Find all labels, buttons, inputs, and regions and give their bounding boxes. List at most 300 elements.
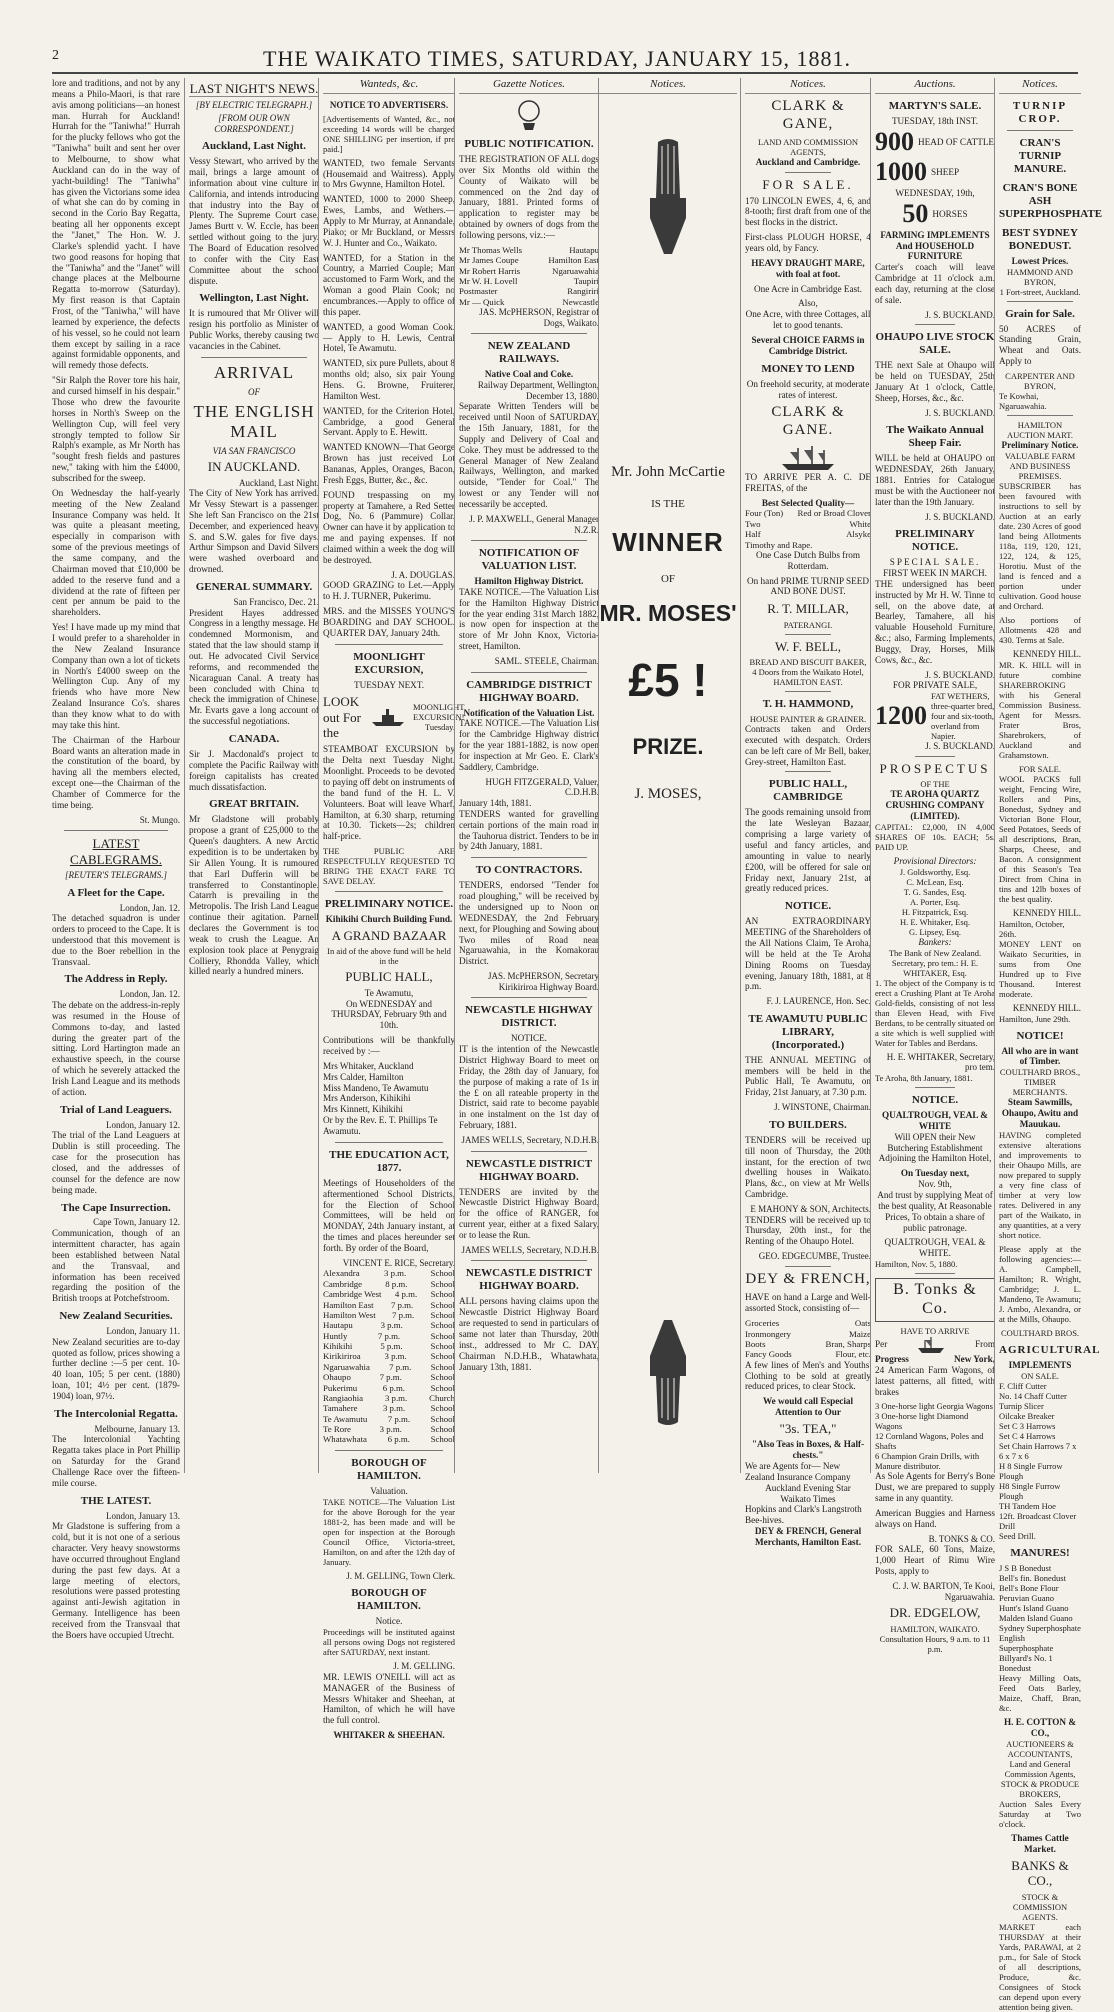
school-row-cell: School xyxy=(430,1351,455,1362)
mail-of: OF xyxy=(248,386,260,397)
school-row-cell: School xyxy=(430,1382,455,1393)
tea-text-2: "Also Teas in Boxes, & Half-chests." xyxy=(751,1439,865,1461)
buckland-signature: J. S. BUCKLAND. xyxy=(925,669,995,680)
turnip-title: TURNIP CROP. xyxy=(1012,99,1068,125)
school-row-cell: School xyxy=(430,1403,455,1414)
wagon-item: 12 Cornland Wagons, Poles and Shafts xyxy=(875,1431,984,1452)
manure-item: Malden Island Guano xyxy=(999,1613,1073,1624)
annual-title: The Waikato Annual Sheep Fair. xyxy=(886,424,984,450)
cable-dateline: London, Jan. 12. xyxy=(119,989,180,1000)
cambridge-title: CAMBRIDGE DISTRICT HIGHWAY BOARD. xyxy=(466,678,592,704)
coulthard-name: COULTHARD BROS., xyxy=(999,1067,1081,1078)
seed-row xyxy=(745,529,871,539)
manure-item: Billyard's No. 1 Bonedust xyxy=(999,1653,1053,1674)
director: H. E. Whitaker, Esq. xyxy=(899,916,971,927)
coulthard-signature: COULTHARD BROS. xyxy=(1000,1328,1080,1339)
dey-row xyxy=(745,1349,871,1359)
banks-subtitle: STOCK & COMMISSION AGENTS. xyxy=(1012,1891,1068,1922)
registrar-row-cell: Mr James Coupe xyxy=(459,255,519,266)
school-row-cell: School xyxy=(430,1424,455,1435)
nzr-dateline: Railway Department, Wellington, December 13, 1880. xyxy=(477,380,599,401)
newcastle-text: IT is the intention of the Newcastle District Highway Board to meet on Friday, the 28th day of January, for the purpose of making a rate of 1s in the £ on all rateable property in the District, said rate to become payable in one instalment on the 1st day of February, 1881. xyxy=(459,1044,599,1131)
school-row-cell: 7 p.m. xyxy=(377,1330,401,1341)
cable-dateline: Cape Town, January 12. xyxy=(93,1217,180,1228)
canada-head: CANADA. xyxy=(228,733,280,746)
money-title: MONEY TO LEND xyxy=(761,362,855,375)
builders-text: TENDERS will be received up till noon of Thursday, the 20th instant, for the erection of two dwelling houses in Waikato. Plans, &c., on view at Mr Wells' Cambridge. xyxy=(745,1134,871,1200)
seed-row xyxy=(745,519,871,529)
school-row xyxy=(323,1289,455,1299)
seed-row-cell: Two xyxy=(745,518,761,529)
bazaar-name: Mrs Whitaker, Auckland xyxy=(323,1060,414,1071)
found-ad: FOUND trespassing on my property at Tamahere, a Red Setter Dog, No. 6 (Pammure) Collar. Owner can have it by application to me and paying expenses. If not claimed within a week the dog will be destroyed. xyxy=(323,489,455,565)
agents-text-3: Waikato Times xyxy=(780,1493,836,1504)
cambridge-date: January 14th, 1881. xyxy=(459,797,532,808)
school-row-cell: 4 p.m. xyxy=(394,1289,418,1300)
newcastle-signature: JAMES WELLS, Secretary, N.D.H.B. xyxy=(461,1135,599,1146)
divider xyxy=(1007,301,1073,302)
implements-title: IMPLEMENTS xyxy=(1008,1360,1072,1371)
divider xyxy=(915,756,955,757)
timber-line: All who are in want of Timber. xyxy=(1001,1045,1079,1067)
directors-heading: Provisional Directors: xyxy=(893,855,977,866)
bell-location: HAMILTON EAST. xyxy=(773,677,843,688)
divider xyxy=(471,333,587,334)
implements-list xyxy=(999,1381,1081,1541)
borough2-text: Proceedings will be instituted against all persons owing Dogs not registered after SATURDAY, next instant. xyxy=(323,1627,455,1658)
school-table xyxy=(323,1268,455,1444)
divider xyxy=(471,540,587,541)
firm-subtitle: LAND AND COMMISSION AGENTS, xyxy=(757,137,859,158)
implement-item: Oilcake Breaker xyxy=(999,1411,1055,1422)
acres-text: 50 ACRES of Standing Grain, Wheat and Oats. Apply to xyxy=(999,323,1081,367)
dey-row xyxy=(745,1329,871,1339)
school-row-cell: 6 p.m. xyxy=(387,1434,410,1445)
borough-signature: J. M. GELLING, Town Clerk. xyxy=(346,1570,455,1581)
hammond-text: Contracts taken and Orders executed with despatch. Orders can be left care of Mr Bell, baker, Grey-street, Hamilton East. xyxy=(745,724,871,767)
cable-headline: Trial of Land Leaguers. xyxy=(60,1103,172,1116)
dey-row-cell: Fancy Goods xyxy=(745,1349,792,1360)
cambridge-subtitle: Notification of the Valuation List. xyxy=(463,707,595,718)
registrar-row-cell: Taupiri xyxy=(573,275,599,286)
school-row-cell: School xyxy=(430,1278,455,1289)
lewis-notice: MR. LEWIS O'NEILL will act as MANAGER of the Business of Messrs Whitaker and Sheehan, at Hamilton, of which he will have the full control. xyxy=(323,1671,455,1726)
director: G. Lipsey, Esq. xyxy=(908,926,962,937)
sale-text: FOR SALE, 60 Tons, Maize, 1,000 Heart of Rimu Wire Posts, apply to xyxy=(875,1544,995,1577)
news-title: LAST NIGHT'S NEWS. xyxy=(189,81,319,96)
nzr-text: Separate Written Tenders will be received until Noon of SATURDAY, the 15th January, 1881, for the Supply and Delivery of Coal and Coke. They must be addressed to the General Manager of New Zealand Railways, Wellington, and marked outside, "Tender for Coal." The lowest or any Tender will not necessarily be accepted. xyxy=(459,401,599,510)
money-text: MONEY LENT on Waikato Securities, in sums from One Hundred up to Five Thousand. Interest moderate. xyxy=(999,938,1081,999)
auction-text: Auction Sales Every Saturday at Two o'clock. xyxy=(999,1799,1081,1830)
also-text: Also, xyxy=(798,298,818,309)
school-row xyxy=(323,1403,455,1413)
divider xyxy=(64,830,168,831)
plough-text: First-class PLOUGH HORSE, 4 years old, by Fancy. xyxy=(745,232,871,253)
cable-dateline: Melbourne, January 13. xyxy=(94,1423,180,1434)
school-row-cell: School xyxy=(430,1372,455,1383)
dey-row-cell: Groceries xyxy=(745,1318,780,1329)
wool-location: Hamilton, October, 26th. xyxy=(999,918,1065,939)
mart-text: SUBSCRIBER has been favoured with instructions to sell by Auction at an early date. 230 Acres of good land being Allotments 118a, 119, 120, 121, 122, 124, & 125, Horotiu. Must of the land is fenced and a portion under cultivation. Good house and Orchard. xyxy=(999,480,1081,612)
school-row-cell: Church xyxy=(429,1392,455,1403)
school-row-cell: 6 p.m. xyxy=(382,1382,406,1393)
bazaar-name: Mrs Kinnett, Kihikihi xyxy=(323,1104,403,1115)
mail-dateline: Auckland, Last Night. xyxy=(239,477,319,488)
column-wanteds xyxy=(318,78,465,1741)
implement-item: No. 14 Chaff Cutter xyxy=(999,1391,1067,1402)
coach-text: Carter's coach will leave Cambridge at 11 o'clock a.m. each day, returning at the close of sale. xyxy=(875,262,995,305)
builders-title: TO BUILDERS. xyxy=(769,1118,847,1131)
news-text: Vessy Stewart, who arrived by the mail, brings a large amount of information about vine culture in California, and intends introducing that industry into the Bay of Plenty. The Supreme Court case, James Burtt v. W. Eccle, has been settled without going to the jury. The Board of Education resolved to confer with the City East Committee about the school dispute. xyxy=(189,156,319,286)
column-heading: Gazette Notices. xyxy=(459,78,599,94)
school-row-cell: Cambridge xyxy=(323,1278,363,1289)
winner-word: WINNER xyxy=(612,526,724,557)
director: J. Goldsworthy, Esq. xyxy=(899,866,971,877)
bankers-heading: Bankers: xyxy=(918,936,952,947)
school-row xyxy=(323,1372,455,1382)
wanted-ad: WANTED, for a Station in the Country, a Married Couple; Man accustomed to Farm Work, and the Woman a good Plain Cook; no encumbrances.—Apply to office of this paper. xyxy=(323,252,455,317)
cables-title: LATEST CABLEGRAMS. xyxy=(69,836,163,867)
cotton-subtitle-3: STOCK & PRODUCE BROKERS, xyxy=(1000,1779,1080,1800)
school-row-cell: School xyxy=(430,1330,455,1341)
mail-text: The City of New York has arrived. Mr Vessy Stewart is a passenger. She left San Francisco on the 21st December, and experienced heavy S. and S.W. gales for five days. Arthur Simpson and David Silvers were washed overboard and drowned. xyxy=(189,488,319,575)
bazaar-name: Miss Mandeno, Te Awamutu xyxy=(323,1082,429,1093)
editorial-lead: lore and traditions, and not by any means a Philo-Maori, is that rare avis among politicians—an honest man. Hurrah for Auckland! Hurrah for the "Taniwha!" Hurrah for the plucky fellows who got the "Taniwha" built and sent her over to Melbourne, to show what Auckland can do in the way of yacht-building! The "Taniwha" has given the Victorians some idea of what she can do by coming in second in the Corio Bay Regatta, beating all her opponents except the "Janet," The Hon. W. J. Clarke's splendid yacht. I have two good reasons for hoping that the "Taniwha" and the "Janet" will change places at the Melbourne Regatta to-morrow (Saturday). My first reason is that Captain Frost, of the "Taniwha," will have learned by experience, the defects of his vessel, so he could not learn them except by sailing in a race against formidable opponents, and will remedy those defects. xyxy=(52,78,180,371)
cable-text: Mr Gladstone is suffering from a cold, but it is not one of a serious character. Very heavy snowstorms have occurred throughout England during the past few days. At a large meeting of electors, resolutions were passed protesting against anti-Jewish agitation in Germany. Intelligence has been received from the Transvaal that the Boers have occupied Utrecht. xyxy=(52,1521,180,1640)
school-row-cell: Pukerimu xyxy=(323,1382,358,1393)
public-hall-text: The goods remaining unsold from the late Wesleyan Bazaar, comprising a large variety of useful and fancy articles, and amounting in value to nearly £200, will be offered for sale on Friday next, January 21st, at greatly reduced prices. xyxy=(745,807,871,894)
public-notification-title: PUBLIC NOTIFICATION. xyxy=(464,137,594,150)
implements-line: FARMING IMPLEMENTS And HOUSEHOLD FURNITURE xyxy=(880,229,990,262)
ohaupo-text: THE next Sale at Ohaupo will be held on TUESDAY, 25th January At 1 o'clock, Cattle, Sheep, Horses, &c., &c. xyxy=(875,360,995,403)
school-row-cell: School xyxy=(430,1361,455,1372)
ohaupo-title: OHAUPO LIVE STOCK SALE. xyxy=(875,331,995,357)
public-hall: PUBLIC HALL, xyxy=(345,969,433,985)
hill-text: MR. K. HILL will in future combine SHAREBROKING with his General Commission Business. Agent for Messrs. Frater Bros, Sharebrokers, of Auckland and Grahamstown. xyxy=(999,659,1081,760)
newcastle3-title: NEWCASTLE DISTRICT HIGHWAY BOARD. xyxy=(465,1267,593,1293)
seed-row-cell: White xyxy=(849,518,871,529)
seeds-list xyxy=(745,508,871,550)
editorial-paragraph: The Chairman of the Harbour Board wants an alteration made in the constitution of the board, by having all the members elected, except one—the Chairman of the Chamber of Commerce for the time being. xyxy=(52,734,180,810)
divider xyxy=(471,1260,587,1261)
winner-moses: MR. MOSES' xyxy=(599,600,737,627)
school-row-cell: Rangiaohia xyxy=(323,1392,364,1403)
banks-text: MARKET each THURSDAY at their Yards, PARAWAI, at 2 p.m., for Sale of Stock of all descriptions, Produce, &c. Consignees of Stock can depend upon every attention being given. xyxy=(999,1921,1081,2012)
school-row-cell: Alexandra xyxy=(323,1268,360,1279)
school-row-cell: School xyxy=(430,1341,455,1352)
tonks-per: Per xyxy=(875,1339,888,1350)
masthead xyxy=(0,0,1114,74)
registrar-row-cell: Newcastle xyxy=(562,296,599,307)
agricultural-title: AGRICULTURAL xyxy=(999,1344,1101,1357)
cable-headline: New Zealand Securities. xyxy=(59,1310,173,1323)
school-row xyxy=(323,1268,455,1278)
school-row xyxy=(323,1383,455,1393)
director: H. Fitzpatrick, Esq. xyxy=(901,906,969,917)
tonks-route-line xyxy=(875,1354,995,1365)
prospectus-title: PROSPECTUS xyxy=(879,760,991,776)
canada-text: Sir J. Macdonald's project to complete the Pacific Railway with foreign capitalists has created much dissatisfaction. xyxy=(189,749,319,792)
sheep-line xyxy=(875,157,995,188)
buckland-signature: J. S. BUCKLAND. xyxy=(925,511,995,522)
registrar-row-cell: Rangiriri xyxy=(567,286,599,297)
registrar-row-cell: Mr Thomas Wells xyxy=(459,244,522,255)
wanted-ad: WANTED, two female Servants (Housemaid and Waitress). Apply to Mrs Gwynne, Hamilton Hotel. xyxy=(323,157,455,190)
wanted-ad: WANTED, 1000 to 2000 Sheep, Ewes, Lambs, and Wethers.— Apply to Mr Murray, at Annandale, Piako; or Mr Buckland, or Messrs W. J. Hunter and Co., Waikato. xyxy=(323,194,455,248)
divider xyxy=(785,771,831,772)
acre-text: One Acre in Cambridge East. xyxy=(754,283,862,294)
pointing-hand-up-icon xyxy=(638,1318,698,1428)
school-row xyxy=(323,1393,455,1403)
column-winner-ad xyxy=(598,78,737,1473)
school-row-cell: 7 p.m. xyxy=(379,1372,402,1383)
school-row-cell: 3 p.m. xyxy=(384,1351,407,1362)
kihikihi-fund: Kihikihi Church Building Fund. xyxy=(325,914,453,925)
wethers-line xyxy=(875,691,995,741)
school-row-cell: Hamilton East xyxy=(323,1299,374,1310)
grazing-ad: GOOD GRAZING to Let.—Apply to H. J. TURNER, Pukerimu. xyxy=(323,580,455,602)
implement-item: Seed Drill. xyxy=(999,1531,1036,1542)
excursion-text: STEAMBOAT EXCURSION by the Delta next Tuesday Night. Moonlight. Proceeds to be devoted to paying off debt on instruments of the band fund of the H. L. V. Volunteers. Boat will leave Wharf, Hamilton, at 6.30 sharp, returning at 10.30. Tickets—2s; children half-price. xyxy=(323,744,456,842)
registrar-row-cell: Postmaster xyxy=(459,286,498,297)
excursion-caps: THE PUBLIC ARE RESPECTFULLY REQUESTED TO BRING THE EXACT FARE TO SAVE DELAY. xyxy=(323,846,455,887)
wagon-item: 3 One-horse light Georgia Wagons xyxy=(875,1401,993,1412)
bazaar-date: On WEDNESDAY and THURSDAY, February 9th and 10th. xyxy=(331,998,447,1031)
divider xyxy=(471,997,587,998)
sheep-label: SHEEP xyxy=(931,167,960,178)
registrar-row xyxy=(459,245,599,255)
cable-headline: A Fleet for the Cape. xyxy=(67,886,165,899)
school-row xyxy=(323,1351,455,1361)
school-row-cell: 3 p.m. xyxy=(382,1403,406,1414)
editorial-signature: St. Mungo. xyxy=(139,814,180,825)
having-text: HAVING completed extensive alterations and improvements to their Ohaupo Mills, are now prepared to supply a very fine class of timber at very low rates. Delivered in any part of the Waikato, in any quantities, at a very short notice. xyxy=(999,1129,1081,1241)
school-row-cell: Cambridge West xyxy=(323,1289,382,1300)
for-sale: FOR SALE. xyxy=(1018,763,1062,774)
ship-icon xyxy=(916,1336,946,1354)
cable-headline: THE LATEST. xyxy=(80,1494,152,1507)
school-row-cell: 3 p.m. xyxy=(384,1392,408,1403)
ad-signature: J. A. DOUGLAS. xyxy=(391,569,455,580)
advertisers-notice-title: NOTICE TO ADVERTISERS. xyxy=(329,99,449,110)
school-row xyxy=(323,1341,455,1351)
excursion-look: LOOK out For the xyxy=(323,694,361,741)
mart-prelim: Preliminary Notice. xyxy=(1001,440,1079,451)
column-editorial xyxy=(52,78,180,1640)
hammond-byron-address: 1 Fort-street, Auckland. xyxy=(999,286,1081,297)
registrar-row xyxy=(459,255,599,265)
nzr-subtitle: Native Coal and Coke. xyxy=(484,369,574,380)
news-subtitle: [FROM OUR OWN CORRESPONDENT.] xyxy=(214,112,294,134)
column-heading: Auctions. xyxy=(875,78,995,94)
divider xyxy=(201,357,307,358)
valuation-title: NOTIFICATION OF VALUATION LIST. xyxy=(478,547,580,573)
cambridge-signature: HUGH FITZGERALD, Valuer, C.D.H.B. xyxy=(485,776,599,798)
seed-row-cell: Timothy and Rape. xyxy=(745,539,813,550)
private-sale: FOR PRIVATE SALE, xyxy=(892,680,978,691)
registrar-row xyxy=(459,286,599,296)
money-text: On freehold security, at moderate rates of interest. xyxy=(746,378,870,400)
school-row-cell: Te Awamutu xyxy=(323,1413,368,1424)
hammond-subtitle: HOUSE PAINTER & GRAINER. xyxy=(749,714,867,724)
school-row-cell: 7 p.m. xyxy=(387,1413,411,1424)
prize-word: PRIZE. xyxy=(632,733,704,759)
implement-item: Set C 4 Harrows xyxy=(999,1431,1056,1442)
qvw-text: Will OPEN their New Butchering Establishment Adjoining the Hamilton Hotel, xyxy=(878,1131,992,1164)
public-notification-text: THE REGISTRATION OF ALL dogs over Six Months old within the County of Waikato will be commenced on the 2nd day of January, 1881. Printed forms of application to register may be obtained by owners of dogs from the following persons, viz.:— xyxy=(459,153,599,240)
mail-title: ARRIVAL xyxy=(213,362,295,382)
column-heading: Notices. xyxy=(599,78,737,94)
summary-text: President Hayes addressed Congress in a lengthy message. He condemned Mormonism, and stated that the law should stamp it out. He advocated Civil Service reforms, and recommended the Nicaraguan Canal. A treaty has been concluded with China to check the immigration of Chinese. Mr. Evarts gave a long account of the successful negotiations. xyxy=(189,607,319,727)
column-news xyxy=(184,78,319,1473)
seed-row-cell: Half xyxy=(745,529,761,540)
manure-item: Hunt's Island Guano xyxy=(999,1603,1069,1614)
millar-name: R. T. MILLAR, xyxy=(767,601,849,617)
lewis-signature: WHITAKER & SHEEHAN. xyxy=(333,1730,445,1741)
registrar-row-cell: Hamilton East xyxy=(548,255,599,266)
newcastle2-signature: JAMES WELLS, Secretary, N.D.H.B. xyxy=(461,1244,599,1255)
school-row-cell: Huntly xyxy=(323,1330,348,1341)
special-text: THE undersigned has been instructed by Mr H. W. Tinne to sell, on the above date, at Bearley, Tamahere, all his valuable Household Furniture, &c.; also, Farming Implements, Buggy, Dray, Horses, Milk Cows, &c., &c. xyxy=(875,578,995,665)
divider xyxy=(335,644,443,645)
divider xyxy=(471,672,587,673)
cable-text: The trial of the Land Leaguers at Dublin is still proceeding. The case for the prosecution has closed, and the addresses of counsel for the defence are now being made. xyxy=(52,1130,180,1195)
doctor-location: HAMILTON, WAIKATO. xyxy=(890,1623,980,1634)
first-week: FIRST WEEK IN MARCH. xyxy=(883,567,987,578)
newcastle3-text: ALL persons having claims upon the Newcastle District Highway Board are requested to send in particulars of same not later than Thursday, 20th inst., addressed to Mr C. DAY, Chairman N.D.H.B., Whatawhata, January 13th, 1881. xyxy=(459,1296,599,1372)
gravelling-text: TENDERS wanted for gravelling certain portions of the main road in the Tauhorua district. Tenders to be in by 24th January, 1881. xyxy=(459,808,599,852)
buckland-signature: J. S. BUCKLAND. xyxy=(925,309,995,320)
school-row xyxy=(323,1310,455,1320)
buggies-text: American Buggies and Harness always on Hand. xyxy=(875,1508,995,1529)
school-row-cell: Hautapu xyxy=(323,1320,353,1331)
carpenter-byron-location: Te Kowhai, Ngaruawahia. xyxy=(999,391,1047,412)
implement-item: TH Tandem Hoe xyxy=(999,1501,1056,1512)
cable-text: Communication, though of an intermittent character, has again been established between Natal and the Transvaal, and information has been received regarding the position of the British troops at Potchefstroom. xyxy=(52,1228,180,1304)
school-row-cell: Kirikiriroa xyxy=(323,1351,361,1362)
qvw-signature: QUALTROUGH, VEAL & WHITE. xyxy=(884,1237,986,1259)
mare-text: HEAVY DRAUGHT MARE, with foal at foot. xyxy=(751,257,865,279)
heavy-text: Heavy Milling Oats, Feed Oats Barley, Maize, Chaff, Bran, &c. xyxy=(999,1673,1081,1714)
excursion-right: MOONLIGHT EXCURSION! Tuesday. xyxy=(413,702,465,733)
public-hall-title: PUBLIC HALL, CAMBRIDGE xyxy=(768,778,848,804)
te-awamutu: Te Awamutu, xyxy=(364,987,414,998)
seeds-title: Best Selected Quality— xyxy=(761,497,855,508)
dey-text: HAVE on hand a Large and Well-assorted Stock, consisting of— xyxy=(745,1292,871,1314)
cran-turnip: CRAN'S TURNIP MANURE. xyxy=(1013,136,1067,175)
notice-title: NOTICE. xyxy=(784,900,832,913)
contractors-signature: JAS. McPHERSON, Secretary Kirikiriroa Highway Board. xyxy=(488,971,599,992)
cable-headline: The Address in Reply. xyxy=(64,973,168,986)
prize-amount: £5 ! xyxy=(628,654,708,707)
school-row-cell: School xyxy=(430,1299,455,1310)
bazaar-contrib: Contributions will be thankfully received by :— xyxy=(323,1035,455,1057)
arrive-text: TO ARRIVE PER A. C. DE FREITAS, of the xyxy=(745,471,871,493)
bell-address: 4 Doors from the Waikato Hotel, xyxy=(752,667,864,677)
borough2-title: BOROUGH OF HAMILTON. xyxy=(351,1587,427,1613)
sailing-ship-icon xyxy=(778,444,838,472)
cable-dateline: London, January 11. xyxy=(106,1326,180,1337)
money-location: Hamilton, June 29th. xyxy=(999,1013,1071,1024)
notice-signature: F. J. LAURENCE, Hon. Sec. xyxy=(766,996,871,1007)
news-text: It is rumoured that Mr Oliver will resign his portfolio as Minister of Public Works, thereby causing two vacancies in the Cabinet. xyxy=(189,308,319,351)
registrar-list xyxy=(459,245,599,307)
contractors-title: TO CONTRACTORS. xyxy=(475,864,583,877)
manure-item: Peruvian Guano xyxy=(999,1593,1055,1604)
newspaper-title: THE WAIKATO TIMES, SATURDAY, JANUARY 15, 1881. xyxy=(263,46,851,71)
school-row-cell: Whatawhata xyxy=(323,1434,367,1445)
news-headline: Wellington, Last Night. xyxy=(199,292,309,305)
mart-title: HAMILTON AUCTION MART. xyxy=(1007,420,1073,441)
dey-row-cell: Flour, etc. xyxy=(835,1349,871,1360)
wagon-item: 3 One-horse light Diamond Wagons xyxy=(875,1411,969,1432)
cable-dateline: London, January 12. xyxy=(106,1119,180,1130)
prelim-notice: PRELIMINARY NOTICE. xyxy=(895,528,975,554)
borough2-signature: J. M. GELLING. xyxy=(393,1661,455,1672)
britain-text: Mr Gladstone will probably propose a grant of £25,000 to the Queen's daughters. A new Arctic expedition is to be undertaken by Sir Allen Young. It is rumoured that Earl Dufferin will be transferred to Constantinople. Catarrh is prevailing in the Metropolis. The Irish Land League continue their agitation. Parnell declares the Government is too weak to crush the League. An explosion took place at Penygraig Colliery, Rhondda Valley, which killed nearly a hundred miners. xyxy=(189,814,319,977)
best-bonedust: BEST SYDNEY BONEDUST. xyxy=(1002,226,1078,252)
wanted-ad: WANTED, for the Criterion Hotel, Cambridge, a good General Servant. Apply to E. Hewitt. xyxy=(323,405,455,438)
bell-name: W. F. BELL, xyxy=(774,638,841,654)
horses-line xyxy=(875,199,995,230)
newcastle2-title: NEWCASTLE DISTRICT HIGHWAY BOARD. xyxy=(465,1157,593,1183)
bankers-name: The Bank of New Zealand. xyxy=(888,947,982,958)
divider xyxy=(915,1087,955,1088)
school-row-cell: 5 p.m. xyxy=(380,1341,403,1352)
cran-bone-ash: CRAN'S BONE ASH SUPERPHOSPHATE xyxy=(999,181,1103,220)
school-row-cell: School xyxy=(430,1309,455,1320)
implement-item: Set C 3 Harrows xyxy=(999,1421,1056,1432)
newcastle-title: NEWCASTLE HIGHWAY DISTRICT. xyxy=(465,1004,593,1030)
britain-head: GREAT BRITAIN. xyxy=(209,798,299,811)
education-act-signature: VINCENT E. RICE, Secretary. xyxy=(342,1257,455,1268)
news-headline: Auckland, Last Night. xyxy=(202,140,306,153)
wool-signature: KENNEDY HILL. xyxy=(1012,908,1081,919)
dey-row-cell: Oats xyxy=(854,1318,871,1329)
agents-text-4: Hopkins and Clark's Langstroth Bee-hives. xyxy=(745,1504,862,1526)
divider xyxy=(785,1266,831,1267)
implement-item: Turnip Slicer xyxy=(999,1401,1044,1412)
borough-text: TAKE NOTICE—The Valuation List for the above Borough for the year 1881-2, has been made and will be open for inspection at the Borough Council Office, Victoria-street, Hamilton, on and after the 12th day of January. xyxy=(323,1496,455,1567)
for-sale-title: FOR SALE. xyxy=(762,177,854,193)
bazaar-name: Mrs Anderson, Kihikihi xyxy=(323,1093,411,1104)
annual-text: WILL be held at OHAUPO on WEDNESDAY, 26th January, 1881. Entries for Catalogue must be with the Auctioneer not later than the 19th January. xyxy=(875,453,995,507)
implement-item: H8 Single Furrow Plough xyxy=(999,1481,1061,1502)
school-row-cell: Te Rore xyxy=(323,1424,351,1435)
school-row xyxy=(323,1434,455,1444)
on-sale: ON SALE. xyxy=(1021,1371,1059,1382)
school-row-cell: 8 p.m. xyxy=(385,1278,408,1289)
divider xyxy=(915,324,955,325)
column-auctions xyxy=(870,78,995,1654)
column-notices xyxy=(740,78,871,1547)
manure-item: Sydney Superphosphate xyxy=(999,1623,1081,1634)
mart-subtitle: VALUABLE FARM AND BUSINESS PREMISES. xyxy=(1004,450,1076,481)
school-row xyxy=(323,1331,455,1341)
objects-text: 1. The object of the Company is to erect a Crushing Plant at Te Aroha Gold-fields, consisting of not less than Eleven Head, with Five Berdans, to be centrally situated on a site which is well supplied with Water for Tables and Berdans. xyxy=(875,977,995,1048)
special-sale: SPECIAL SALE. xyxy=(889,557,981,568)
manure-item: J S B Bonedust xyxy=(999,1563,1052,1574)
news-subtitle: [BY ELECTRIC TELEGRAPH.] xyxy=(195,100,313,111)
director: A. Porter, Esq. xyxy=(910,896,960,907)
millar-location: PATERANGI. xyxy=(783,619,833,630)
school-row-cell: 3 p.m. xyxy=(379,1424,402,1435)
cable-headline: The Intercolonial Regatta. xyxy=(54,1407,178,1420)
prospectus-signature: H. E. WHITAKER, Secretary, pro tem. xyxy=(886,1051,995,1073)
registrar-signature: JAS. McPHERSON, Registrar of Dogs, Waikato. xyxy=(479,307,599,328)
divider xyxy=(785,691,831,692)
cattle-label: HEAD OF CATTLE xyxy=(918,136,995,147)
